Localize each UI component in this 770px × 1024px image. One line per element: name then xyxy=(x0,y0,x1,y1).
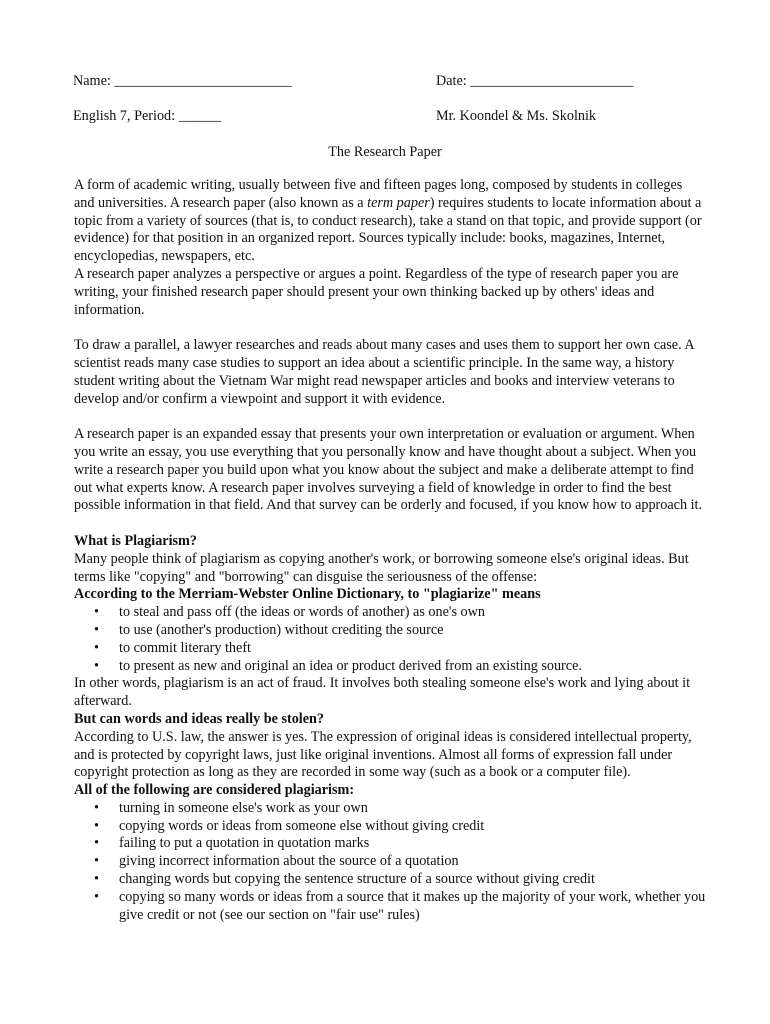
bullet-icon: • xyxy=(94,639,99,656)
stolen-paragraph: According to U.S. law, the answer is yes. The expression of original ideas is considered intellectual property, and is protected by copyright laws, just like original inventions. Almost all forms of expression fall under copyright protection as long as they are recorded in some way (such as a book or a computer file). xyxy=(74,728,692,781)
teachers-label: Mr. Koondel & Ms. Skolnik xyxy=(436,108,597,124)
document-body xyxy=(74,177,706,924)
fraud-paragraph: In other words, plagiarism is an act of fraud. It involves both stealing someone else's work and lying about it afterward. xyxy=(74,675,691,710)
intro-paragraph-4: A research paper is an expanded essay that presents your own interpretation or evaluation or argument. When you write an essay, you use everything that you personally know and have thought about a subject. When you write a research paper you build upon what you know about the subject and make a deliberate attempt to find out what experts know. A research paper involves surveying a field of knowledge in order to find the best possible information in that field. And that survey can be orderly and focused, if you know how to approach it. xyxy=(74,426,703,514)
considered-plagiarism-heading: All of the following are considered plagiarism: xyxy=(74,782,355,799)
name-field-label: Name: _________________________ xyxy=(73,73,292,89)
plagiarism-list xyxy=(74,800,706,925)
bullet-icon: • xyxy=(94,853,99,870)
list-item: • to steal and pass off (the ideas or words of another) as one's own xyxy=(94,604,485,621)
bullet-icon: • xyxy=(94,604,99,621)
page-title: The Research Paper xyxy=(328,144,442,160)
bullet-icon: • xyxy=(94,657,99,674)
list-item: • failing to put a quotation in quotation marks xyxy=(94,835,370,852)
plagiarism-intro: Many people think of plagiarism as copying another's work, or borrowing someone else's original ideas. But terms like "copying" and "borrowing" can disguise the seriousness of the offense: xyxy=(74,550,689,585)
bullet-icon: • xyxy=(94,888,99,905)
bullet-icon: • xyxy=(94,799,99,816)
definition-heading: According to the Merriam-Webster Online Dictionary, to "plagiarize" means xyxy=(74,586,541,603)
class-period-label: English 7, Period: ______ xyxy=(73,108,222,124)
bullet-icon: • xyxy=(94,835,99,852)
intro-p1-end: ) requires students to locate information about a topic from a variety of sources (that is, to conduct research), take a stand on that topic, and provide support (or evidence) for that position in an organized report. Sources typically include: books, magazines, Internet, encyclopedias, newspapers, etc. xyxy=(74,194,702,265)
list-item: • to use (another's production) without crediting the source xyxy=(94,621,444,638)
intro-paragraph-1 xyxy=(74,177,706,266)
term-paper-italic: term paper xyxy=(367,194,430,211)
plagiarism-heading: What is Plagiarism? xyxy=(74,532,197,549)
definition-list xyxy=(74,604,706,675)
intro-paragraph-3: To draw a parallel, a lawyer researches and reads about many cases and uses them to support her own case. A scientist reads many case studies to support an idea about a scientific principle. In the same way, a history student writing about the Vietnam War might read newspaper articles and books and interview veterans to develop and/or confirm a viewpoint and support it with evidence. xyxy=(74,337,694,407)
list-item: • giving incorrect information about the source of a quotation xyxy=(94,853,459,870)
date-field-label: Date: _______________________ xyxy=(436,73,634,89)
list-item: • turning in someone else's work as your own xyxy=(94,799,368,816)
stolen-heading: But can words and ideas really be stolen? xyxy=(74,710,325,727)
intro-paragraph-2: A research paper analyzes a perspective or argues a point. Regardless of the type of research paper you are writing, your finished research paper should present your own thinking backed up by others' ideas and information. xyxy=(74,265,679,318)
bullet-icon: • xyxy=(94,817,99,834)
list-item: • copying words or ideas from someone else without giving credit xyxy=(94,817,485,834)
list-item: • changing words but copying the sentence structure of a source without giving credit xyxy=(94,871,595,888)
list-item: • copying so many words or ideas from a source that it makes up the majority of your work, whether you give credit or not (see our section on "fair use" rules) xyxy=(94,888,706,923)
bullet-icon: • xyxy=(94,621,99,638)
list-item: • to commit literary theft xyxy=(94,639,251,656)
list-item: • to present as new and original an idea or product derived from an existing source. xyxy=(94,657,582,674)
bullet-icon: • xyxy=(94,871,99,888)
intro-p1-start: A form of academic writing, usually between five and fifteen pages long, composed by students in colleges and universities. A research paper (also known as a xyxy=(74,177,683,211)
